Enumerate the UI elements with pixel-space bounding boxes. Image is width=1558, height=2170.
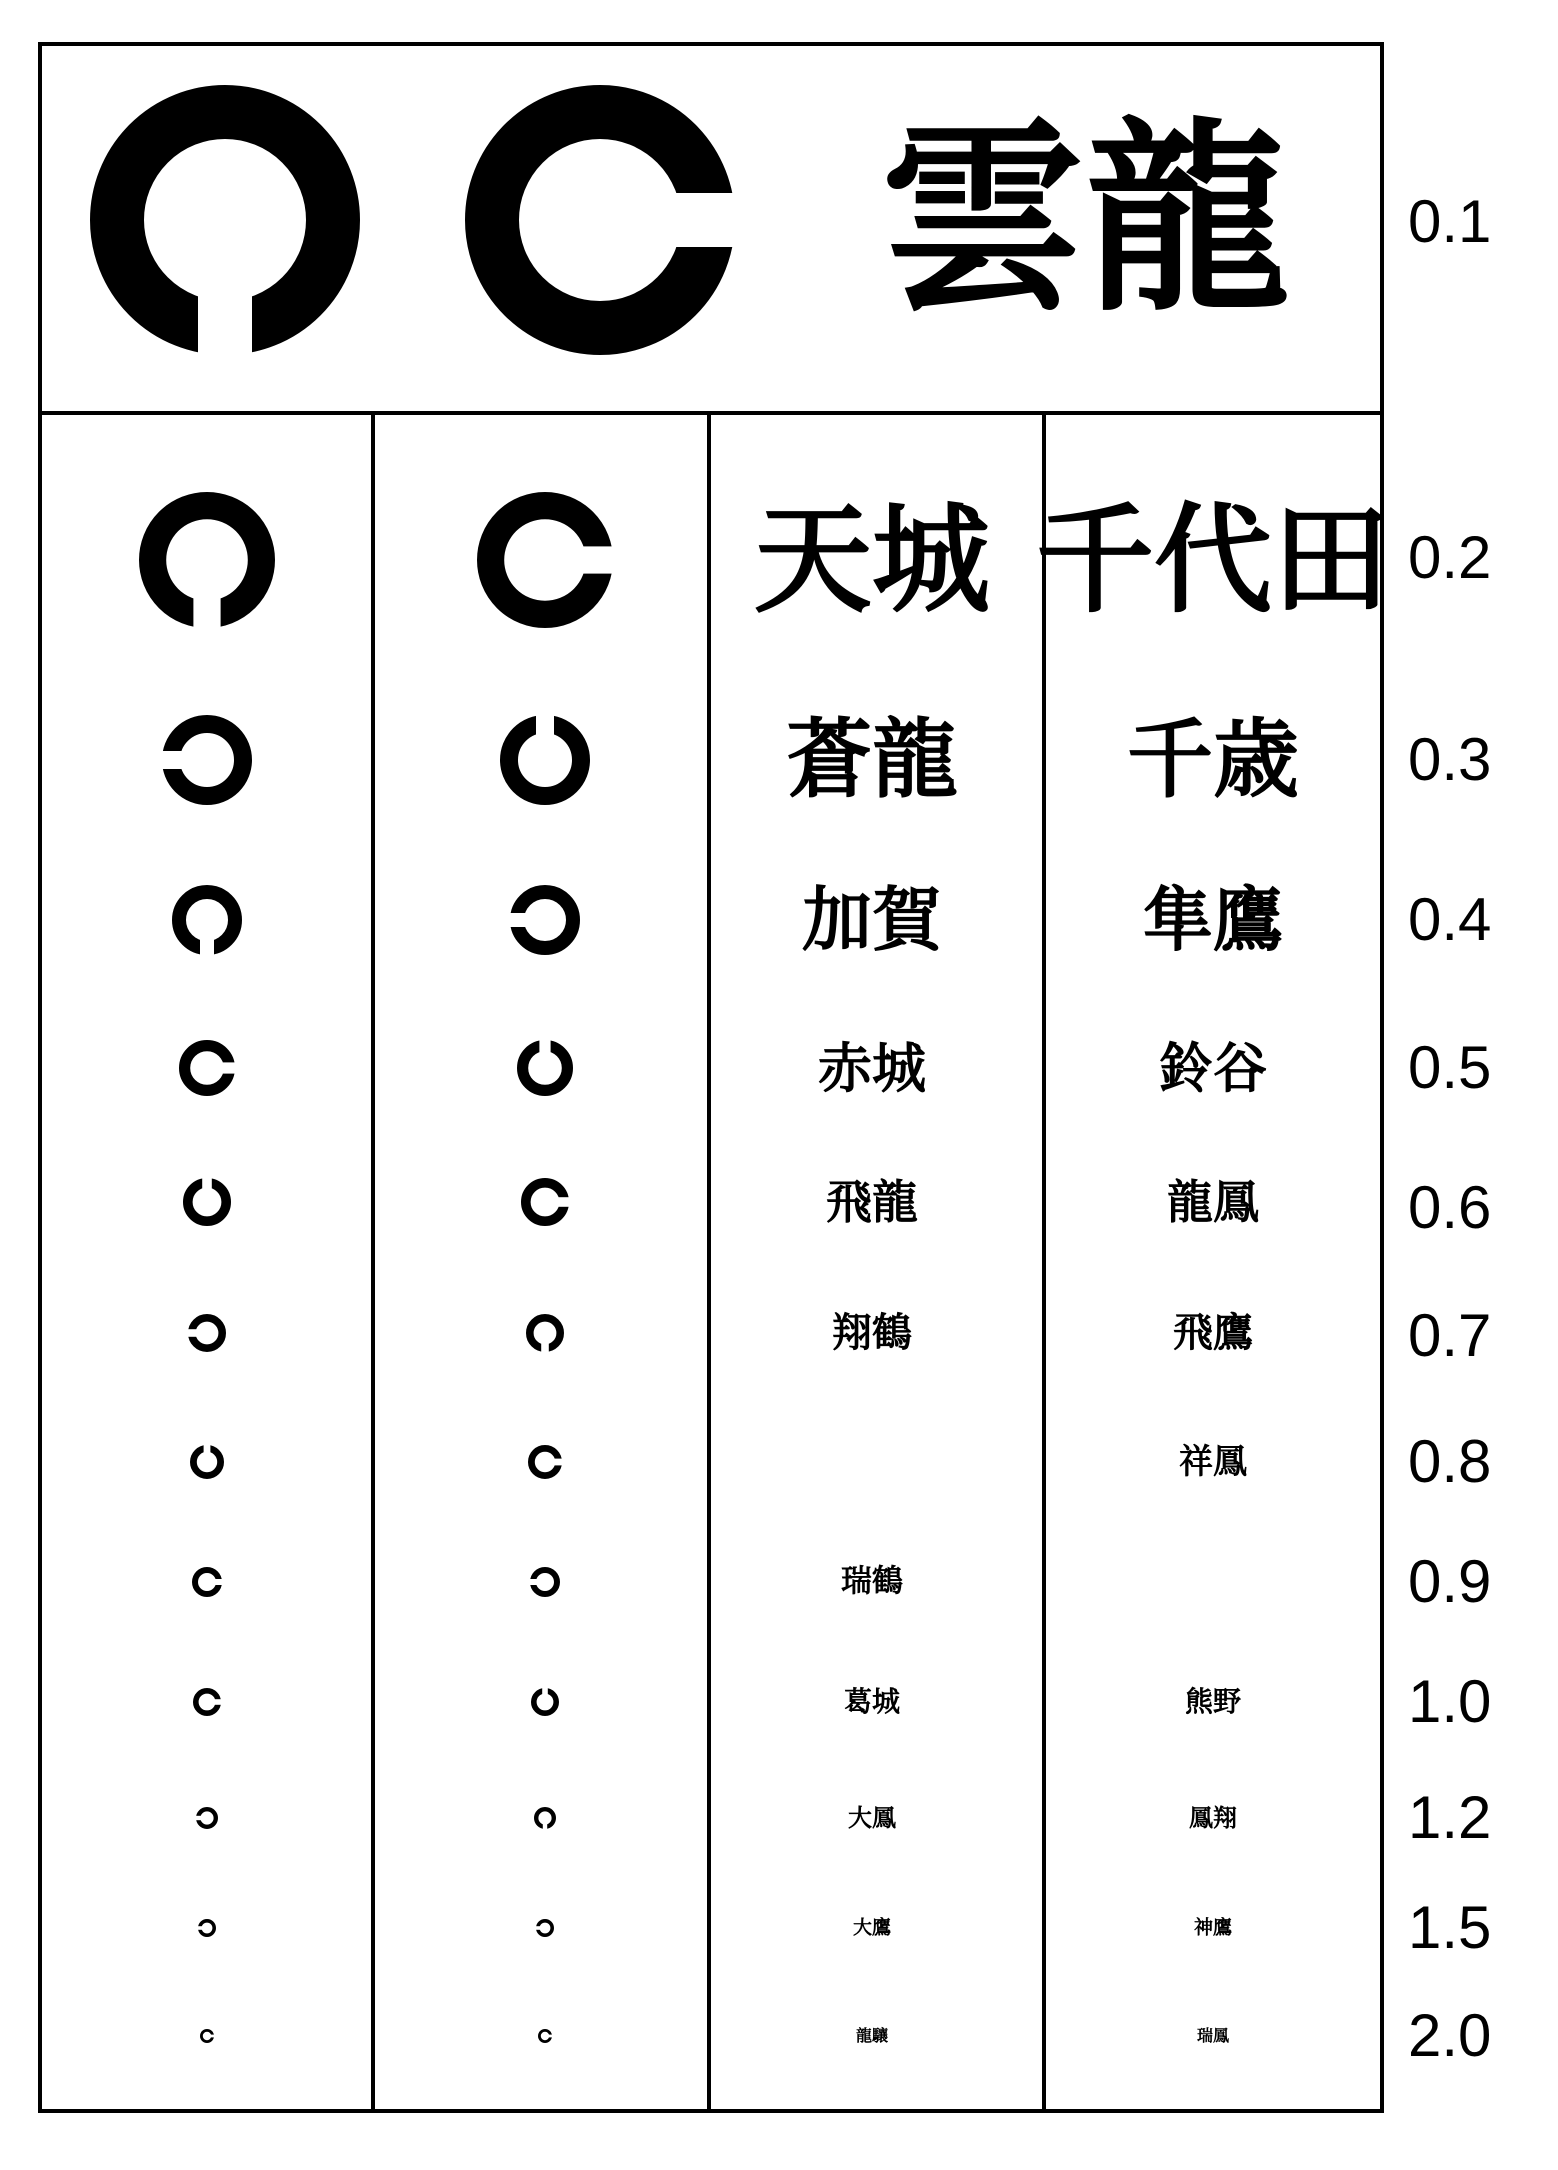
landolt-ring-right-gap-right [528, 1445, 562, 1479]
kanji-word: 瑞鶴 [841, 1563, 903, 1600]
kanji-word: 加賀 [802, 878, 942, 961]
landolt-ring-left-gap-left [162, 715, 252, 805]
landolt-ring-right-gap-right [477, 492, 613, 628]
landolt-ring-right-gap-left [530, 1567, 560, 1597]
kanji-word: 隼鷹 [1143, 878, 1283, 961]
landolt-ring-left-gap-left [188, 1314, 226, 1352]
landolt-ring-left-gap-top [183, 1178, 231, 1226]
kanji-word: 熊野 [1184, 1685, 1242, 1718]
landolt-ring-right-gap-top [500, 715, 590, 805]
landolt-ring-left-gap-bottom [172, 885, 242, 955]
acuity-label: 0.4 [1408, 886, 1492, 953]
landolt-ring-right-gap-right [465, 85, 735, 355]
landolt-ring-left-gap-top [190, 1445, 224, 1479]
acuity-label: 2.0 [1408, 2002, 1492, 2069]
kanji-word: 鈴谷 [1159, 1036, 1267, 1100]
landolt-ring-right-gap-bottom [534, 1807, 556, 1829]
landolt-ring-left-gap-bottom [139, 492, 275, 628]
landolt-ring-right-gap-bottom [526, 1314, 564, 1352]
acuity-label: 0.9 [1408, 1548, 1492, 1615]
acuity-label: 0.1 [1408, 188, 1492, 255]
landolt-ring-left-gap-right [193, 1688, 221, 1716]
kanji-word: 千代田 [1035, 490, 1391, 629]
acuity-label: 1.0 [1408, 1668, 1492, 1735]
acuity-label: 0.7 [1408, 1302, 1492, 1369]
kanji-word: 千歳 [1127, 709, 1299, 810]
kanji-word: 天城 [753, 490, 991, 629]
landolt-ring-right-gap-left [536, 1919, 554, 1937]
kanji-word: 蒼龍 [786, 709, 958, 810]
kanji-word: 飛龍 [826, 1175, 918, 1229]
kanji-word: 飛鷹 [1173, 1309, 1253, 1356]
kanji-word: 龍鳳 [1167, 1175, 1259, 1229]
landolt-ring-left-gap-right [179, 1040, 235, 1096]
landolt-ring-left-gap-left [198, 1919, 216, 1937]
acuity-label: 1.5 [1408, 1894, 1492, 1961]
acuity-label: 1.2 [1408, 1784, 1492, 1851]
landolt-ring-left-gap-bottom [90, 85, 360, 355]
acuity-label: 0.5 [1408, 1034, 1492, 1101]
acuity-label: 0.3 [1408, 726, 1492, 793]
kanji-word: 赤城 [818, 1036, 926, 1100]
column-divider-1 [371, 411, 375, 2113]
kanji-word: 雲龍 [880, 99, 1290, 340]
landolt-ring-right-gap-right [521, 1178, 569, 1226]
landolt-ring-left-gap-left [196, 1807, 218, 1829]
landolt-ring-right-gap-top [531, 1688, 559, 1716]
kanji-word: 祥鳳 [1179, 1442, 1247, 1482]
acuity-label: 0.6 [1408, 1174, 1492, 1241]
landolt-ring-left-gap-right [200, 2029, 214, 2043]
landolt-ring-right-gap-right [538, 2029, 552, 2043]
kanji-word: 龍驤 [855, 2026, 889, 2045]
column-divider-3 [1042, 411, 1046, 2113]
top-row-divider [38, 411, 1384, 415]
acuity-label: 0.2 [1408, 524, 1492, 591]
kanji-word: 瑞鳳 [1196, 2026, 1230, 2045]
landolt-ring-right-gap-top [517, 1040, 573, 1096]
landolt-ring-right-gap-left [510, 885, 580, 955]
kanji-word: 翔鶴 [832, 1309, 912, 1356]
column-divider-2 [707, 411, 711, 2113]
landolt-ring-left-gap-right [192, 1567, 222, 1597]
kanji-word: 大鷹 [852, 1916, 892, 1939]
kanji-word: 葛城 [843, 1685, 901, 1718]
kanji-word: 神鷹 [1193, 1916, 1233, 1939]
kanji-word: 鳳翔 [1189, 1803, 1237, 1832]
acuity-label: 0.8 [1408, 1428, 1492, 1495]
kanji-word: 大鳳 [848, 1803, 896, 1832]
